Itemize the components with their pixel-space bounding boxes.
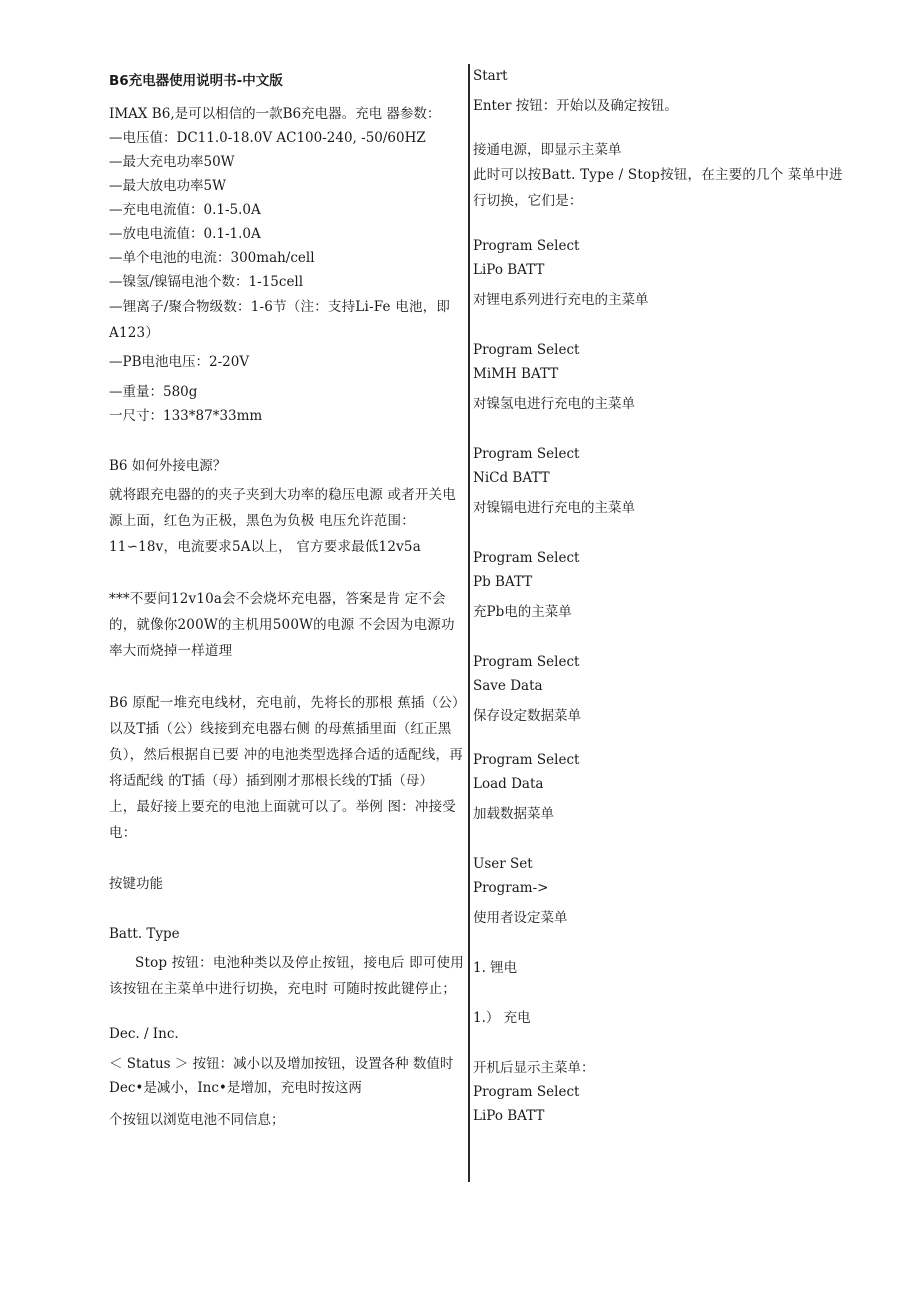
dec-inc-label: Dec. / Inc. — [109, 1026, 179, 1042]
spec-line: —最大充电功率50W — [109, 154, 235, 170]
subsection-heading: 1.） 充电 — [473, 1010, 531, 1026]
power-on-line: 接通电源，即显示主菜单 — [473, 142, 622, 158]
spec-line: —最大放电功率5W — [109, 178, 226, 194]
section-heading: 1. 锂电 — [473, 960, 518, 976]
menu-desc: 对镍氢电进行充电的主菜单 — [473, 396, 635, 412]
boot-menu-line: LiPo BATT — [473, 1108, 545, 1124]
boot-line: 开机后显示主菜单： — [473, 1060, 595, 1076]
menu-desc: 充Pb电的主菜单 — [473, 604, 572, 620]
menu-line: LiPo BATT — [473, 262, 545, 278]
spec-line: 一尺寸：133*87*33mm — [109, 408, 263, 424]
menu-desc: 加载数据菜单 — [473, 806, 554, 822]
menu-line: Save Data — [473, 678, 543, 694]
enter-line: Enter 按钮：开始以及确定按钮。 — [473, 98, 678, 114]
column-divider — [468, 64, 470, 1182]
menu-line: Program Select — [473, 752, 580, 768]
menu-line: Program Select — [473, 446, 580, 462]
spec-line: —充电电流值：0.1-5.0A — [109, 202, 261, 218]
menu-desc: 对锂电系列进行充电的主菜单 — [473, 292, 649, 308]
menu-line: Pb BATT — [473, 574, 533, 590]
spec-line: —电压值：DC11.0-18.0V AC100-240, -50/60HZ — [109, 130, 426, 146]
spec-line: IMAX B6,是可以相信的一款B6充电器。充电 器参数： — [109, 106, 441, 122]
dec-inc-line: Dec•是减小，Inc•是增加，充电时按这两 — [109, 1080, 362, 1096]
menu-desc: 使用者设定菜单 — [473, 910, 568, 926]
menu-line: Program-> — [473, 880, 549, 896]
spec-line: —PB电池电压：2-20V — [109, 354, 250, 370]
cable-paragraph: B6 原配一堆充电线材，充电前，先将长的那根 蕉插（公）以及T插（公）线接到充电器右侧 的母蕉插里面（红正黑负），然后根据自已要 冲的电池类型选择合适的适配线，再将适配线 的T插（母）插到刚才那根长线的T插（母） 上，最好接上要充的电池上面就可以了。举例 图：冲接受电： — [109, 695, 463, 841]
menu-desc: 对镍镉电进行充电的主菜单 — [473, 500, 635, 516]
spec-line: —单个电池的电流：300mah/cell — [109, 250, 315, 266]
menu-line: Load Data — [473, 776, 544, 792]
keys-heading: 按键功能 — [109, 876, 163, 892]
spec-line: —重量：580g — [109, 384, 198, 400]
left-column — [109, 70, 465, 1132]
batt-type-label: Batt. Type — [109, 926, 180, 942]
power-heading: B6 如何外接电源？ — [109, 458, 227, 474]
menu-line: Program Select — [473, 550, 580, 566]
dec-inc-line: 个按钮以浏览电池不同信息； — [109, 1112, 285, 1128]
spec-line: —放电电流值：0.1-1.0A — [109, 226, 261, 242]
menu-line: Program Select — [473, 654, 580, 670]
right-column — [473, 64, 853, 1128]
menu-line: User Set — [473, 856, 533, 872]
power-paragraph: 就将跟充电器的的夹子夹到大功率的稳压电源 或者开关电源上面，红色为正极，黑色为负极 电压允许范围：11∽18v，电流要求5A以上， 官方要求最低12v5a — [109, 487, 456, 555]
menu-line: MiMH BATT — [473, 366, 559, 382]
document-title: B6充电器使用说明书-中文版 — [109, 73, 283, 89]
dec-inc-line: ＜ Status ＞ 按钮：减小以及增加按钮，设置各种 数值时 — [109, 1056, 454, 1072]
menu-line: Program Select — [473, 238, 580, 254]
menu-desc: 保存设定数据菜单 — [473, 708, 581, 724]
spec-line: —锂离子/聚合物级数：1-6节（注：支持Li-Fe 电池，即A123） — [109, 299, 451, 341]
menu-line: Program Select — [473, 342, 580, 358]
boot-menu-line: Program Select — [473, 1084, 580, 1100]
start-label: Start — [473, 68, 508, 84]
menu-line: NiCd BATT — [473, 470, 550, 486]
spec-line: —镍氢/镍镉电池个数：1-15cell — [109, 274, 304, 290]
switch-paragraph: 此时可以按Batt. Type / Stop按钮，在主要的几个 菜单中进行切换，它们是： — [473, 167, 843, 209]
warning-paragraph: ***不要问12v10a会不会烧坏充电器，答案是肯 定不会的，就像你200W的主机用500W的电源 不会因为电源功率大而烧掉一样道理 — [109, 591, 455, 659]
batt-type-paragraph: Stop 按钮：电池种类以及停止按钮，接电后 即可使用该按钮在主菜单中进行切换，充电时 可随时按此键停止； — [109, 955, 464, 997]
